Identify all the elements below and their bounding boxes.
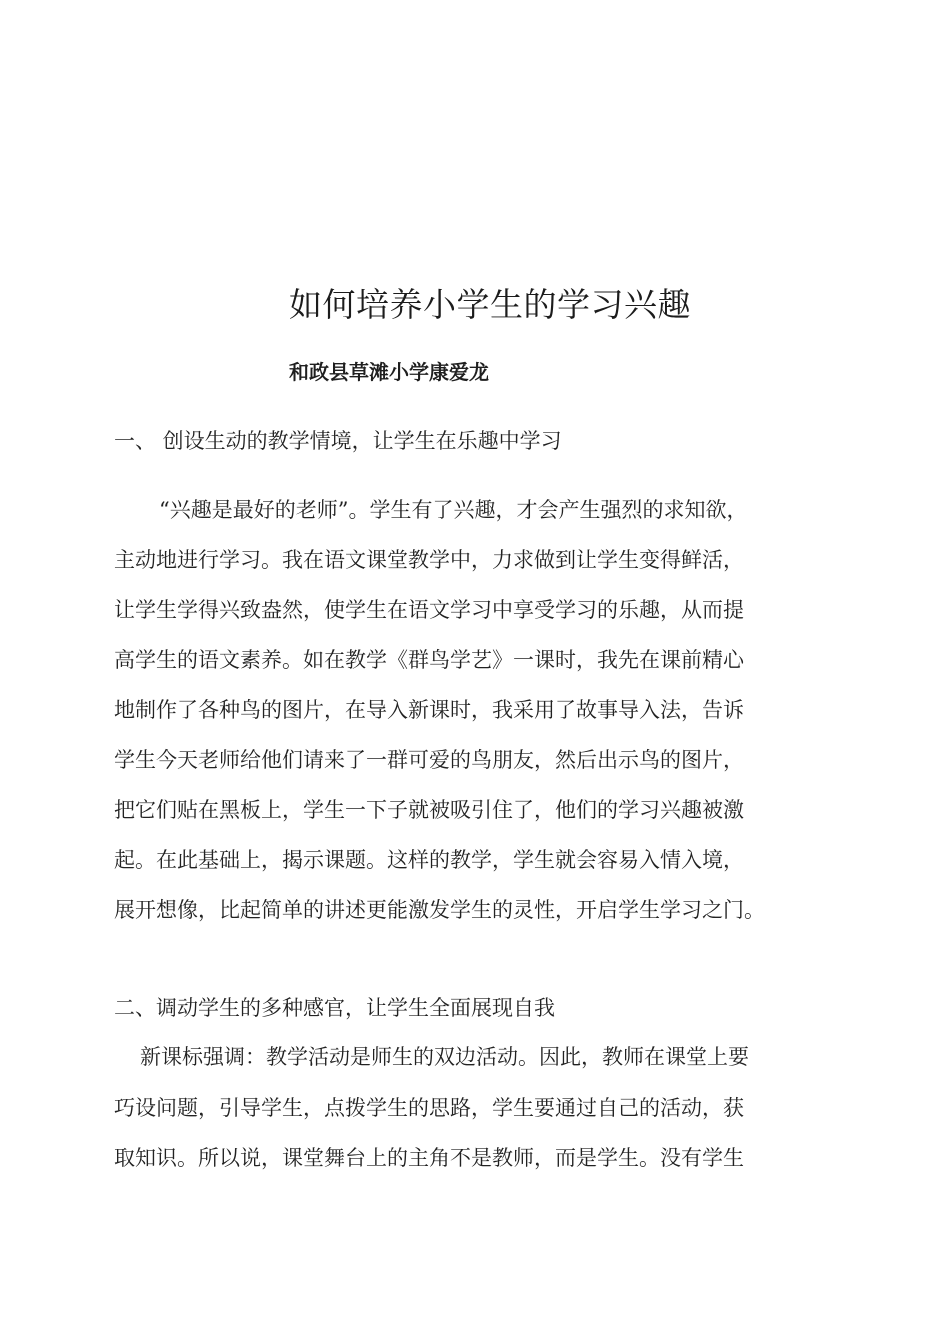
section-1-line: 主动地进行学习。我在语文课堂教学中，力求做到让学生变得鲜活， [114,548,744,572]
author-line: 和政县草滩小学康爱龙 [289,360,489,384]
section-1-line: 高学生的语文素养。如在教学《群鸟学艺》一课时，我先在课前精心 [114,648,744,672]
section-2-line: 巧设问题，引导学生，点拨学生的思路，学生要通过自己的活动，获 [114,1096,744,1120]
section-1-line: 把它们贴在黑板上，学生一下子就被吸引住了，他们的学习兴趣被激 [114,798,744,822]
section-2-line: 取知识。所以说，课堂舞台上的主角不是教师，而是学生。没有学生 [114,1146,744,1170]
section-1-line: 地制作了各种鸟的图片，在导入新课时，我采用了故事导入法，告诉 [114,698,744,722]
section-1-line: 展开想像，比起简单的讲述更能激发学生的灵性，开启学生学习之门。 [114,898,765,922]
section-1-line: 让学生学得兴致盎然，使学生在语文学习中享受学习的乐趣，从而提 [114,598,744,622]
section-1-line: “兴趣是最好的老师”。学生有了兴趣，才会产生强烈的求知欲， [159,498,748,522]
section-2-line: 新课标强调：教学活动是师生的双边活动。因此，教师在课堂上要 [140,1045,749,1069]
section-1-line: 学生今天老师给他们请来了一群可爱的鸟朋友，然后出示鸟的图片， [114,748,744,772]
document-title: 如何培养小学生的学习兴趣 [289,285,691,324]
section-1-heading: 一、 创设生动的教学情境，让学生在乐趣中学习 [114,429,562,453]
section-1-line: 起。在此基础上，揭示课题。这样的教学，学生就会容易入情入境， [114,848,744,872]
section-2-heading: 二、调动学生的多种感官，让学生全面展现自我 [114,996,555,1020]
